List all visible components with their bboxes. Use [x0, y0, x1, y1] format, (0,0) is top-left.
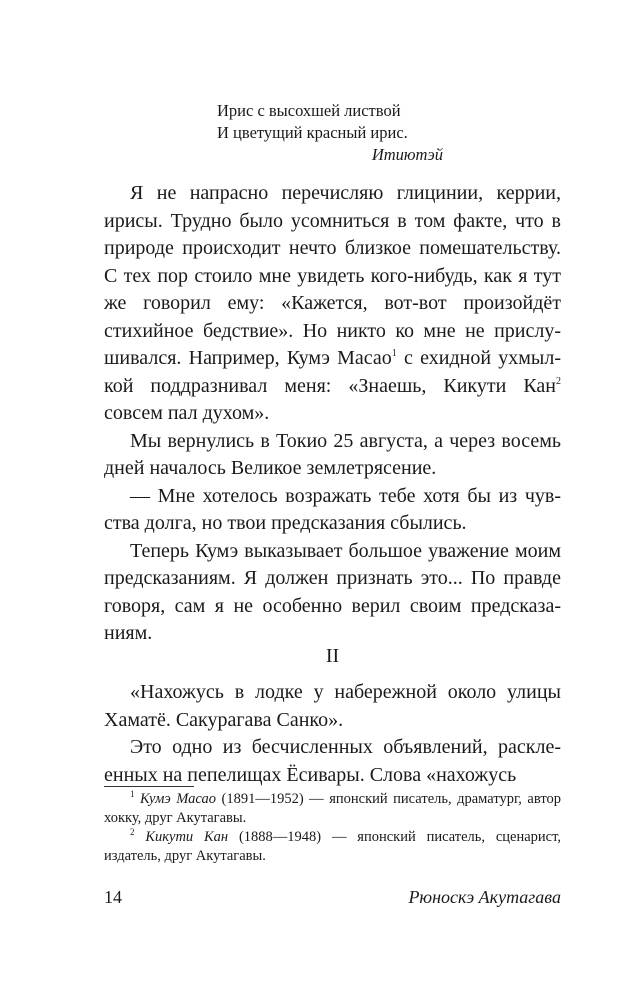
footnote-mark: 2 — [130, 827, 135, 837]
epigraph-line-1: Ирис с высохшей листвой — [217, 101, 401, 120]
paragraph-text: совсем пал духом». — [104, 402, 270, 424]
paragraph — [104, 180, 561, 428]
footnote-ref-1: 1 — [391, 348, 397, 359]
footnote-divider — [104, 786, 194, 787]
section-heading: II — [325, 645, 340, 667]
running-title: Рюноскэ Акутагава — [408, 887, 561, 907]
page-number: 14 — [104, 887, 122, 907]
footnote-mark: 1 — [130, 789, 135, 799]
footnote-2 — [104, 828, 561, 866]
section-text — [104, 679, 561, 789]
main-text — [104, 180, 561, 648]
paragraph: «Нахожусь в лодке у набережной около улицы Хаматё. Сакурагава Санко». — [104, 681, 561, 731]
paragraph: — Мне хотелось возражать тебе хотя бы из чувства долга, но твои предсказания сбылись. — [104, 484, 561, 534]
footnote-name: Кикути Кан — [145, 829, 229, 845]
epigraph-line-2: И цветущий красный ирис. — [217, 123, 408, 142]
paragraph: Теперь Кумэ выказывает большое уважение моим предсказаниям. Я должен признать это... По правде говоря, сам я не особенно верил своим предсказаниям. — [104, 539, 561, 644]
paragraph: Это одно из бесчисленных объявлений, расклеенных на пепелищах Ёсивары. Слова «нахожусь — [104, 736, 561, 786]
epigraph-author: Итиютэй — [371, 145, 443, 164]
epigraph — [217, 100, 457, 166]
footnote-text: (1888—1948) — японский писатель, сценарист, издатель, друг Акутагавы. — [104, 829, 561, 864]
paragraph-text: Я не напрасно перечисляю глицинии, керрии, ирисы. Трудно было усомниться в том факте, что в природе происходит нечто близкое помешательству. С тех пор стоило мне увидеть кого-нибудь, как я тут же говорил ему: «Кажется, вот-вот произойдёт стихийное бедствие». Но никто ко мне не прислушивался. Например, Кумэ Масао — [104, 182, 561, 369]
footnote-1 — [104, 790, 561, 828]
paragraph-text: с ехидной ухмылкой поддразнивал меня: «Знаешь, Кикути Кан — [104, 347, 561, 397]
paragraph: Мы вернулись в Токио 25 августа, а через восемь дней началось Великое землетрясение. — [104, 429, 561, 479]
footnote-name: Кумэ Масао — [140, 791, 216, 807]
footnote-text: (1891—1952) — японский писатель, драматург, автор хокку, друг Акутагавы. — [104, 791, 561, 826]
footnote-ref-2: 2 — [556, 375, 561, 387]
footnotes — [104, 790, 561, 866]
